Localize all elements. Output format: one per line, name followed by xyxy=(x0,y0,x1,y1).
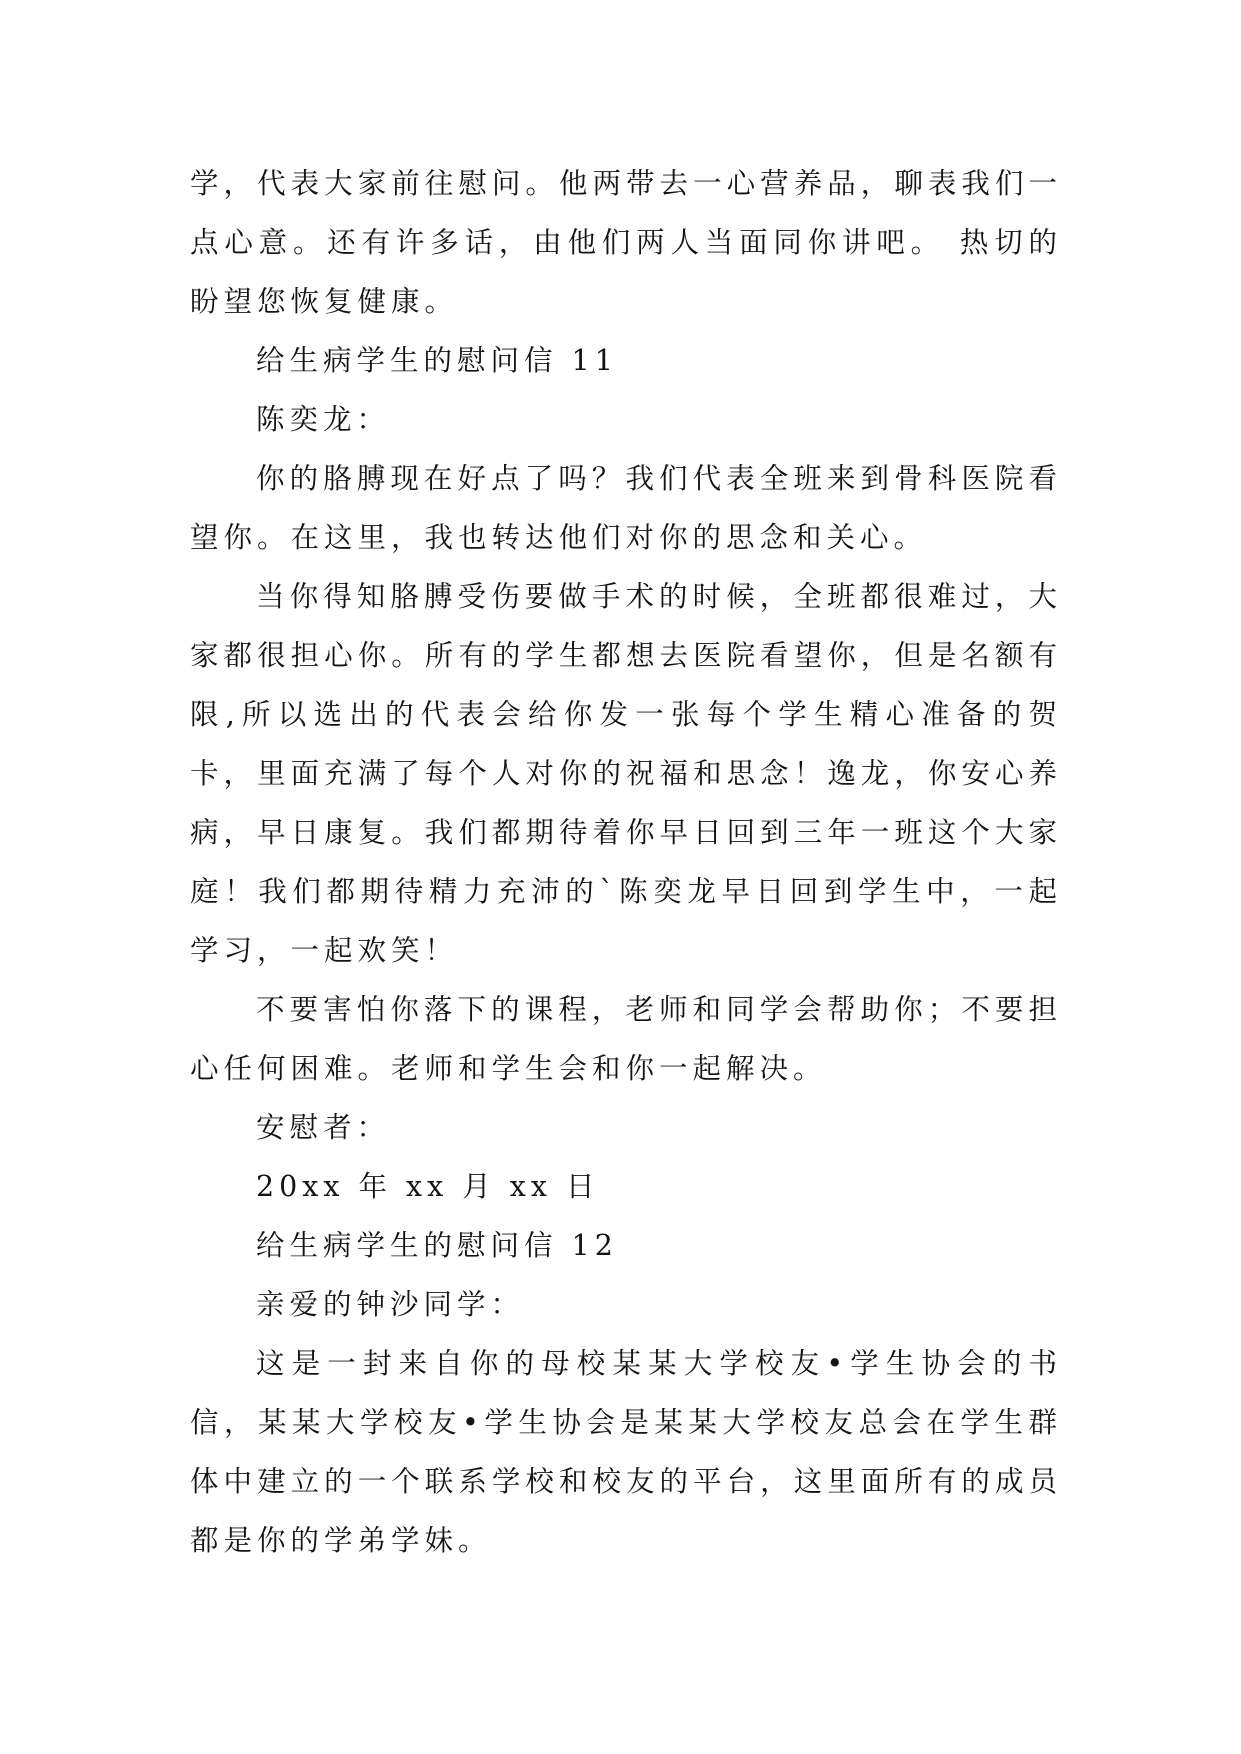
paragraph-continuation: 学，代表大家前往慰问。他两带去一心营养品，聊表我们一点心意。还有许多话，由他们两人当面同你讲吧。 热切的盼望您恢复健康。 xyxy=(190,167,1062,318)
letter-11-paragraph-3: 不要害怕你落下的课程，老师和同学会帮助你；不要担心任何困难。老师和学生会和你一起解决。 xyxy=(190,993,1062,1085)
letter-11-paragraph-1: 你的胳膊现在好点了吗？我们代表全班来到骨科医院看望你。在这里，我也转达他们对你的思念和关心。 xyxy=(190,462,1062,554)
letter-12-heading: 给生病学生的慰问信 12 xyxy=(256,1229,618,1262)
letter-11-heading: 给生病学生的慰问信 11 xyxy=(256,344,618,377)
letter-11-paragraph-2: 当你得知胳膊受伤要做手术的时候，全班都很难过，大家都很担心你。所有的学生都想去医院看望你，但是名额有限,所以选出的代表会给你发一张每个学生精心准备的贺卡，里面充满了每个人对你的祝福和思念！逸龙，你安心养病，早日康复。我们都期待着你早日回到三年一班这个大家庭！我们都期待精力充沛的`陈奕龙早日回到学生中，一起学习，一起欢笑！ xyxy=(190,580,1062,967)
letter-11-date: 20xx 年 xx 月 xx 日 xyxy=(256,1170,600,1203)
letter-11-salutation: 陈奕龙： xyxy=(256,403,391,436)
document-page xyxy=(190,154,1062,1570)
letter-12-paragraph-1: 这是一封来自你的母校某某大学校友•学生协会的书信，某某大学校友•学生协会是某某大学校友总会在学生群体中建立的一个联系学校和校友的平台，这里面所有的成员都是你的学弟学妹。 xyxy=(190,1347,1062,1557)
letter-11-signature: 安慰者： xyxy=(256,1111,391,1144)
letter-12-salutation: 亲爱的钟沙同学： xyxy=(256,1288,525,1321)
